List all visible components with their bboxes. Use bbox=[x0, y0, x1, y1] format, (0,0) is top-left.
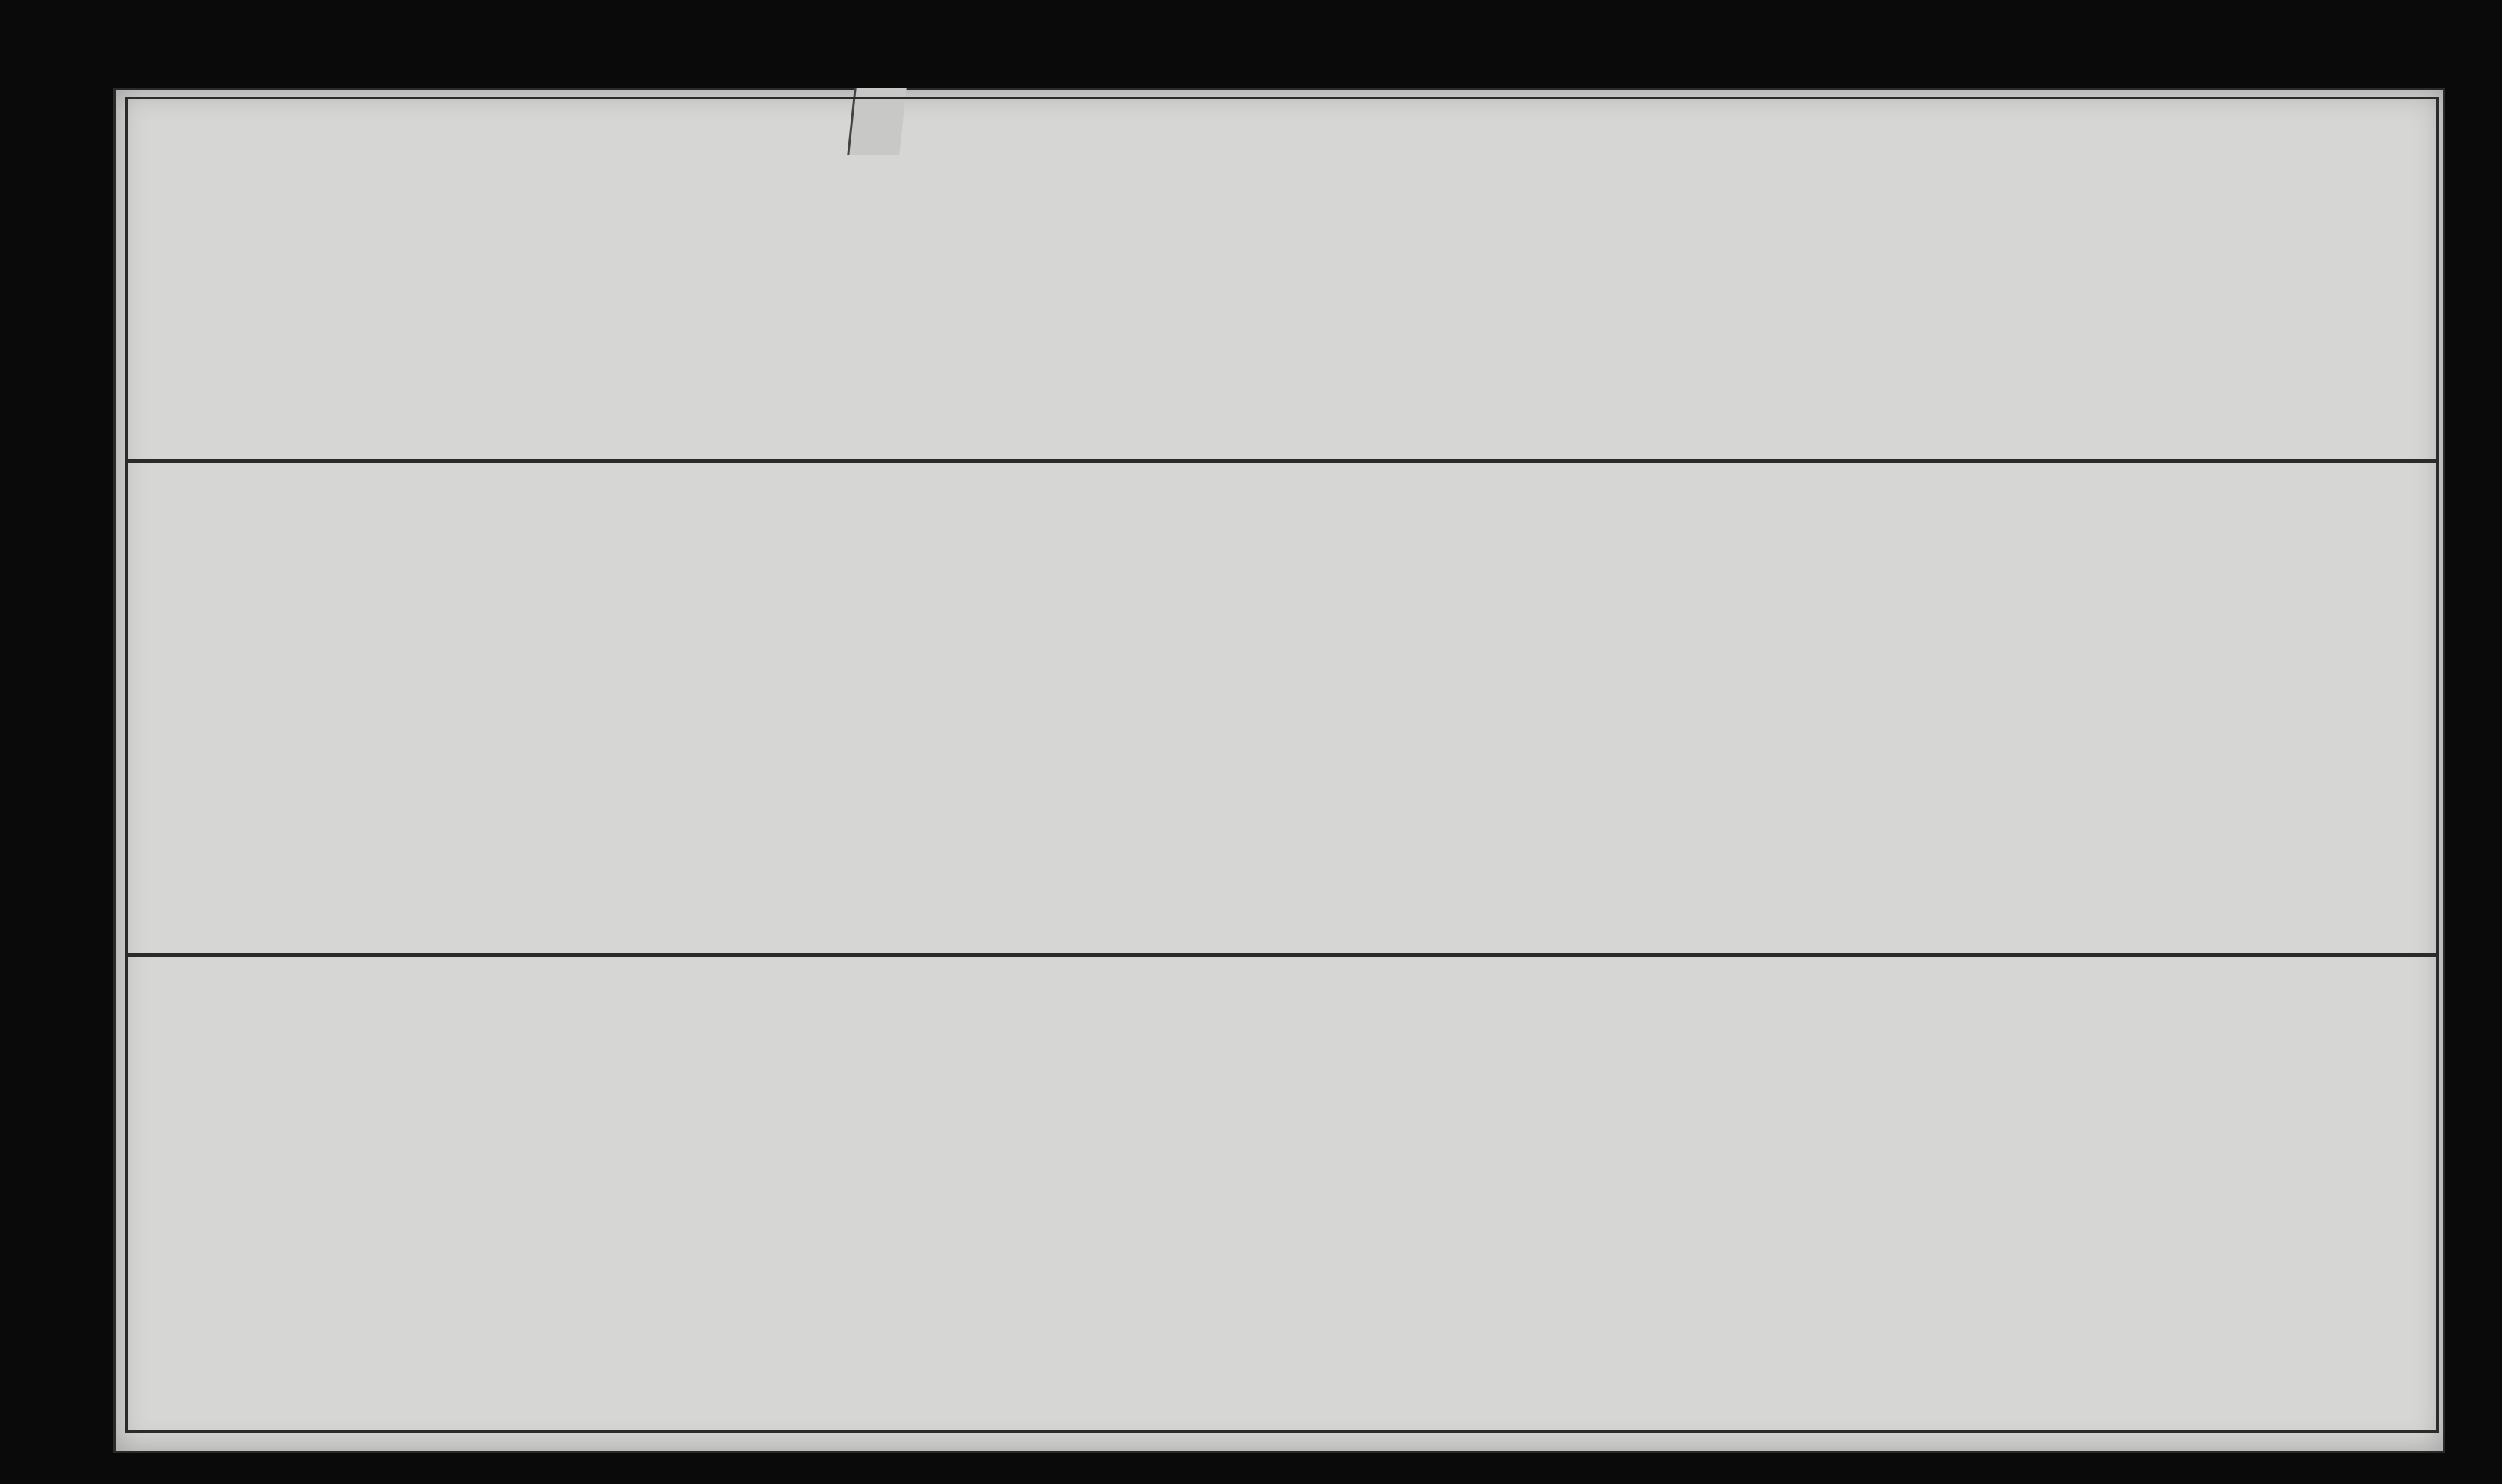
middle-section bbox=[125, 461, 2439, 955]
sown-area-table bbox=[125, 97, 2439, 461]
rent-table bbox=[125, 955, 2439, 1433]
